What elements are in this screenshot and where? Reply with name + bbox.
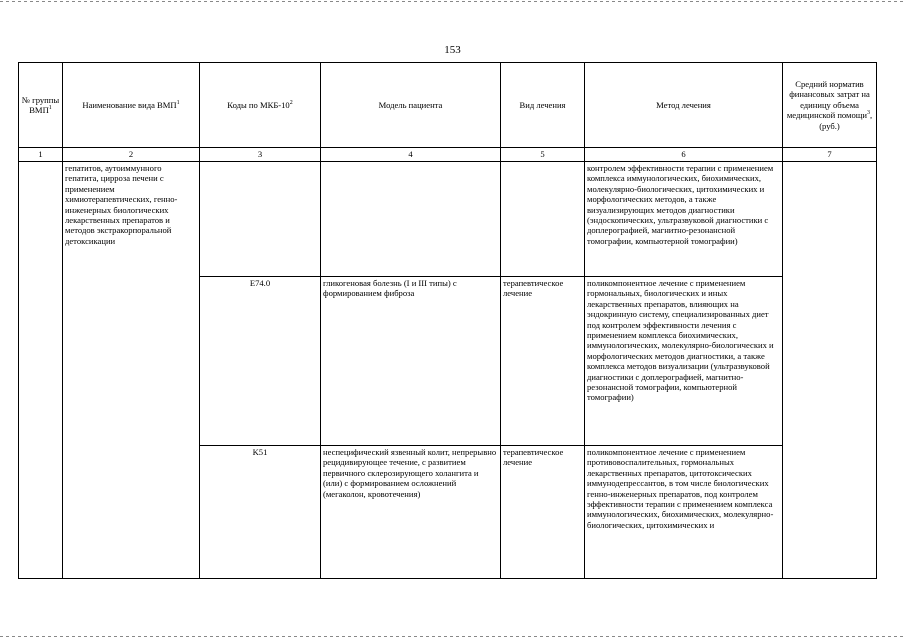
cell-method: поликомпонентное лечение с применением противовоспалительных, гормональных лекарственных препаратов, цитотоксических иммунодепрессантов, в том числе биологических генно-инженерных препаратов, под контролем эффективности терапии с применением комплекса иммунологических, биохимических, молекулярно-биологических, цитохимических и xyxy=(585,446,783,579)
cell-code: E74.0 xyxy=(200,277,321,446)
header-method: Метод лечения xyxy=(585,63,783,148)
column-number: 7 xyxy=(783,148,877,162)
cell-cost xyxy=(783,162,877,579)
cell-model: гликогеновая болезнь (I и III типы) с формированием фиброза xyxy=(321,277,501,446)
column-number: 4 xyxy=(321,148,501,162)
cell-treatment: терапевтическое лечение xyxy=(501,277,585,446)
column-number: 1 xyxy=(19,148,63,162)
scan-edge-bottom xyxy=(0,636,905,637)
column-number: 2 xyxy=(63,148,200,162)
column-number: 5 xyxy=(501,148,585,162)
cell-model xyxy=(321,162,501,277)
cell-code: K51 xyxy=(200,446,321,579)
cell-treatment xyxy=(501,162,585,277)
cell-vmp-name: гепатитов, аутоиммунного гепатита, цирроза печени с применением химиотерапевтических, генно-инженерных биологических лекарственных препаратов и методов экстракорпоральной детоксикации xyxy=(63,162,200,579)
column-number: 3 xyxy=(200,148,321,162)
column-number: 6 xyxy=(585,148,783,162)
column-number-row xyxy=(19,148,877,162)
header-group: № группы ВМП$^1$ xyxy=(19,63,63,148)
page-number: 153 xyxy=(444,44,461,56)
cell-treatment: терапевтическое лечение xyxy=(501,446,585,579)
header-model: Модель пациента xyxy=(321,63,501,148)
header-codes: Коды по МКБ-$10^2$ xyxy=(200,63,321,148)
vmp-table xyxy=(18,62,877,579)
cell-group xyxy=(19,162,63,579)
cell-method: контролем эффективности терапии с применением комплекса иммунологических, биохимических, молекулярно-биологических, цитохимических и морфологических методов, а также визуализирующих методов диагностики (эндоскопических, ультразвуковой диагностики с доплерографией, магнитно-резонансной томографии, компьютерной томографии) xyxy=(585,162,783,277)
cell-model: неспецифический язвенный колит, непрерывно рецидивирующее течение, с развитием первичного склерозирующего холангита и (или) с формированием осложнений (мегаколон, кровотечения) xyxy=(321,446,501,579)
header-name: Наименование вида ВМП$^1$ xyxy=(63,63,200,148)
cell-code xyxy=(200,162,321,277)
header-cost: Средний норматив финансовых затрат на единицу объема медицинской помощи$^3$, (руб.) xyxy=(783,63,877,148)
header-treatment: Вид лечения xyxy=(501,63,585,148)
table-row xyxy=(19,162,877,277)
cell-method: поликомпонентное лечение с применением гормональных, биологических и иных лекарственных препаратов, влияющих на эндокринную систему, специализированных диет под контролем эффективности лечения с применением комплекса биохимических, иммунологических, молекулярно-биологических и морфологических методов диагностики, а также комплекса методов визуализации (ультразвуковой диагностики с доплерографией, магнитно-резонансной томографии, компьютерной томографии) xyxy=(585,277,783,446)
header-row xyxy=(19,63,877,148)
scan-edge-top xyxy=(0,1,905,2)
